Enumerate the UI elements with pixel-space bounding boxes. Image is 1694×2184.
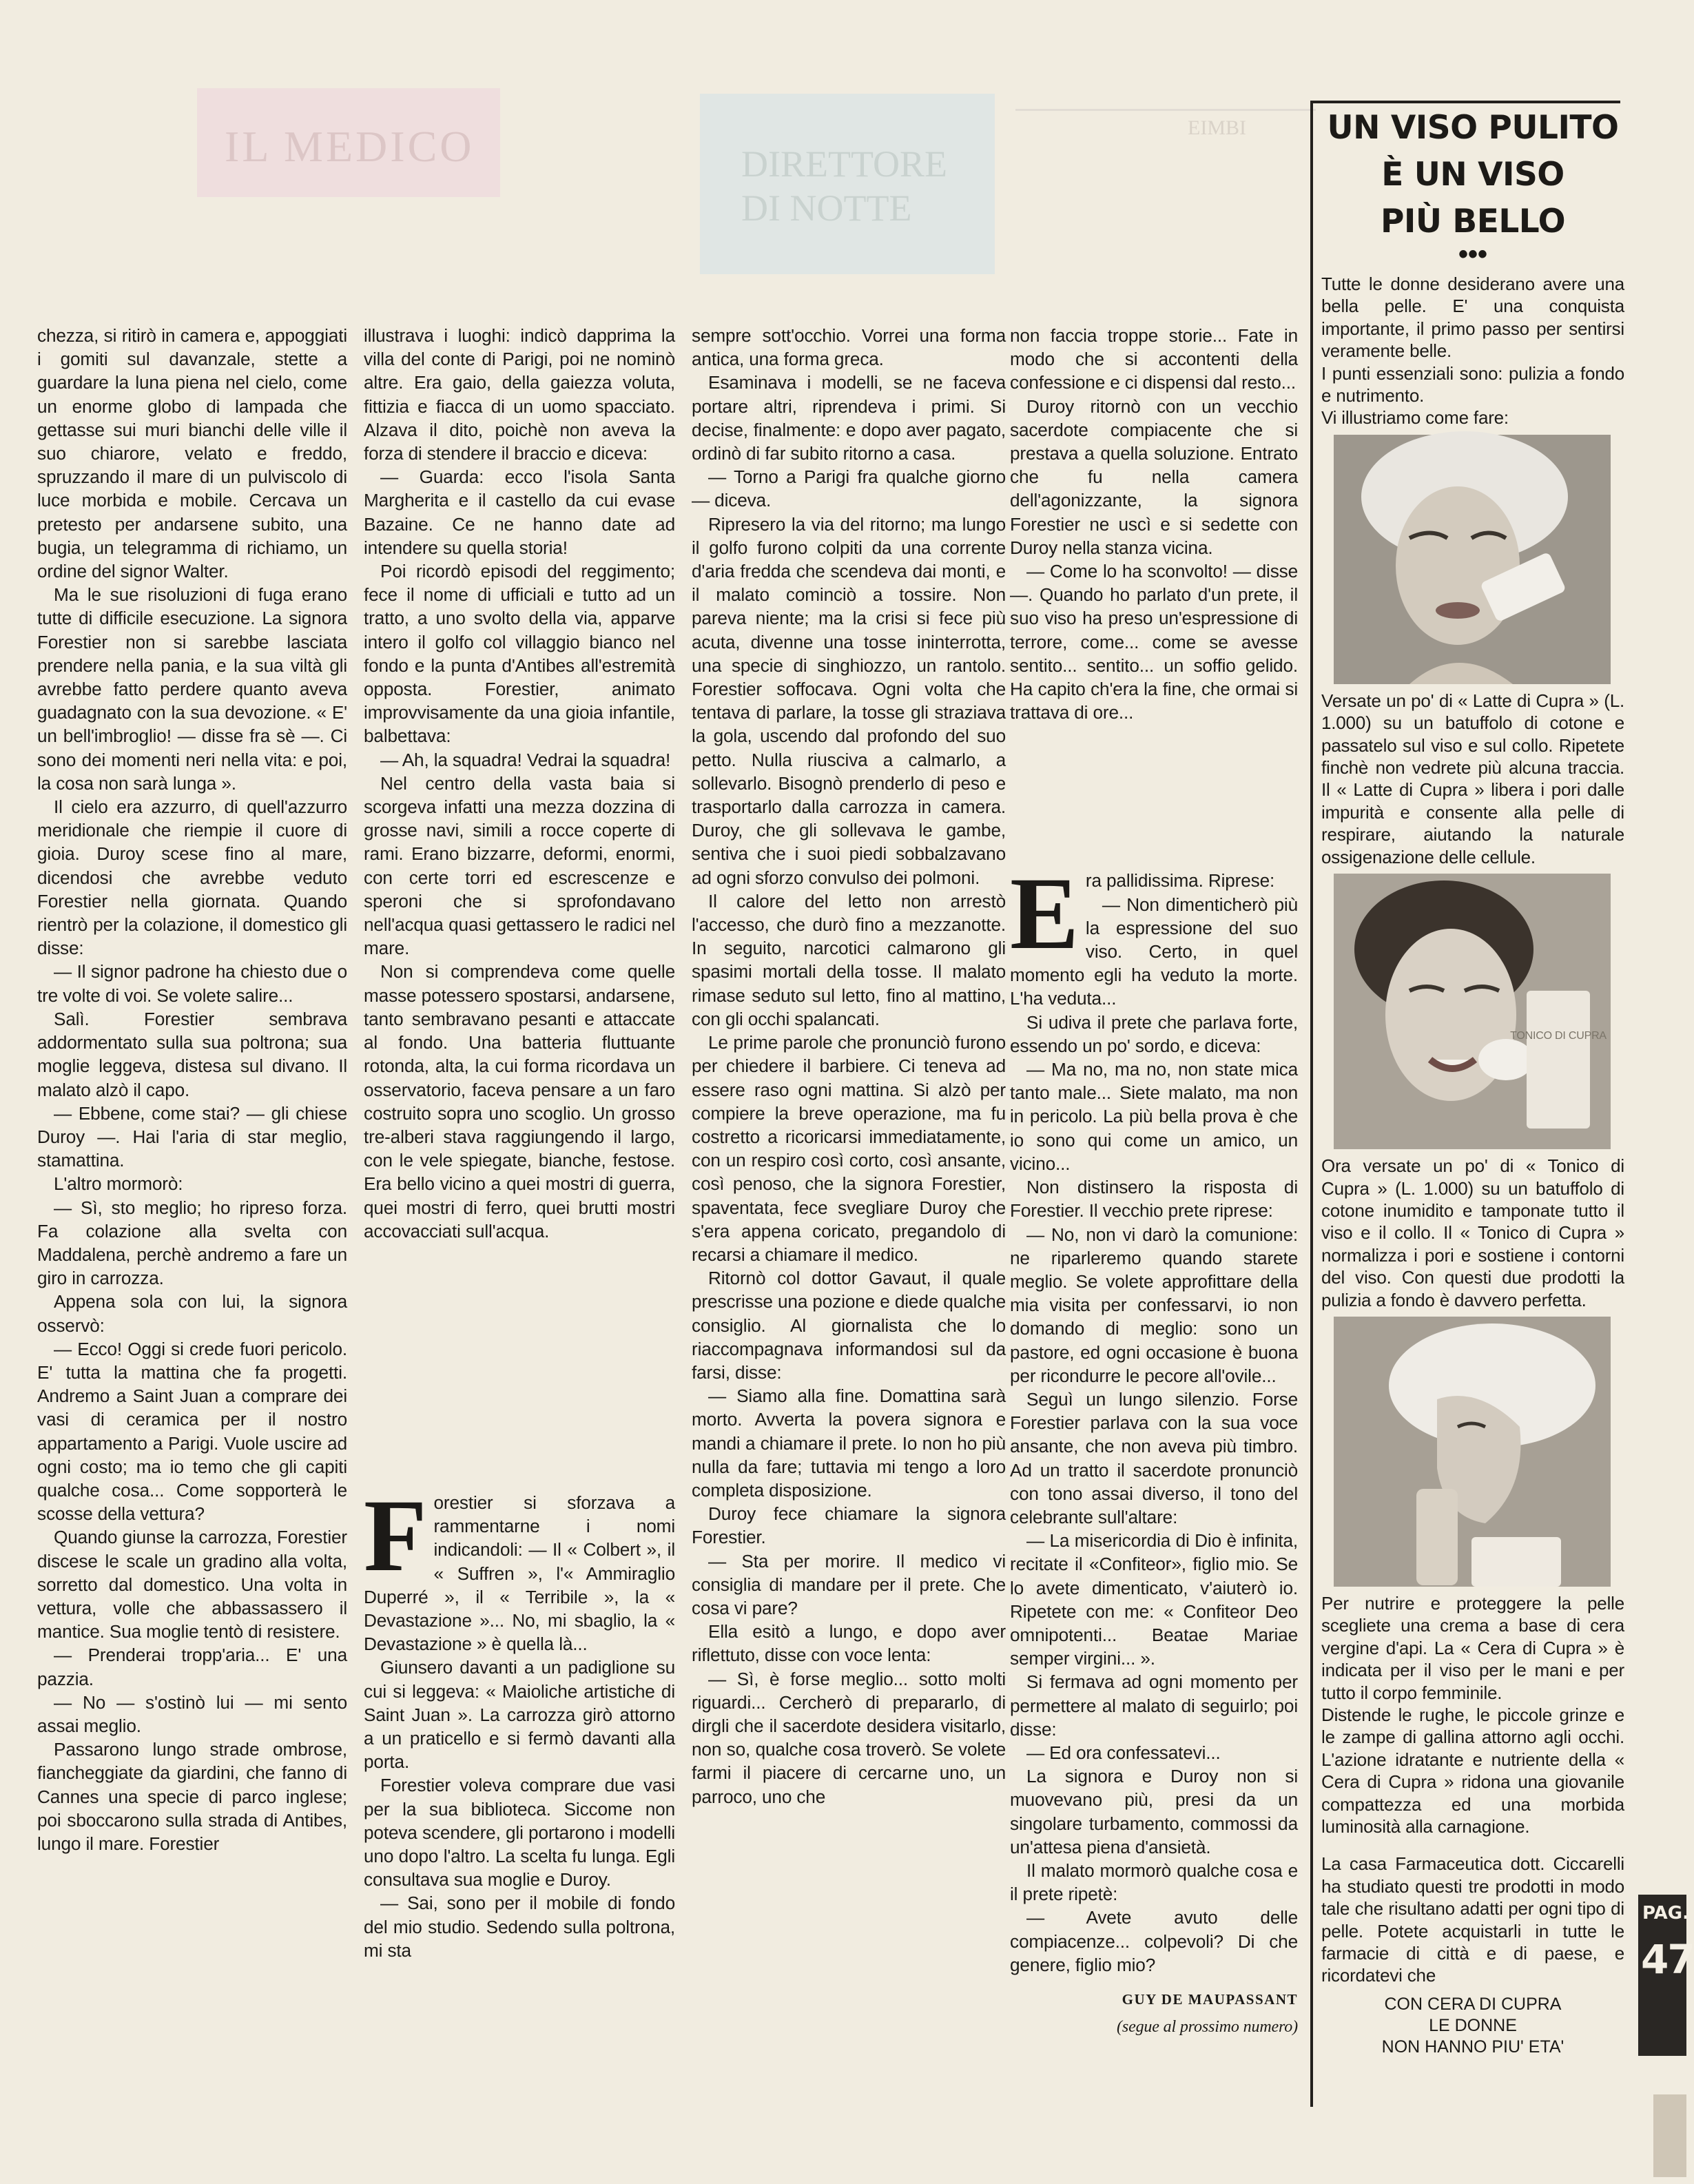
paragraph: Ella esitò a lungo, e dopo aver riflettuto, disse con voce lenta: bbox=[692, 1621, 1006, 1666]
paragraph: — Sai, sono per il mobile di fondo del mio studio. Sedendo sulla poltrona, mi sta bbox=[364, 1893, 675, 1961]
ad-left-rule bbox=[1310, 102, 1313, 2107]
author-signature: GUY DE MAUPASSANT bbox=[1122, 1991, 1298, 2008]
paragraph: — Ah, la squadra! Vedrai la squadra! bbox=[380, 749, 671, 770]
paragraph: Seguì un lungo silenzio. Forse Forestier parlava con la sua voce ansante, che non aveva più timbro. Ad un tratto il sacerdote pronunciò con tono assai diverso, il tono del celebrante sull'altare: bbox=[1010, 1388, 1298, 1527]
paragraph: Ritornò col dottor Gavaut, il quale prescrisse una pozione e diede qualche consiglio. Al giornalista che lo riaccompagnava informandosi sul da farsi, disse: bbox=[692, 1268, 1006, 1383]
paragraph-text: ra pallidissima. Riprese: bbox=[1085, 870, 1275, 892]
paragraph: Ma le sue risoluzioni di fuga erano tutte di difficile esecuzione. La signora Forestier non si sarebbe lasciata prendere nella pania, e la sua viltà gli avrebbe fatto perdere quanto aveva guadagnato con la sua devozione. « E' un bell'imbroglio! — disse fra sè —. Ci sono dei momenti neri nella vita: e poi, la cosa non sarà lunga ». bbox=[37, 584, 347, 794]
paragraph: non faccia troppe storie... Fate in modo che si accontenti della confessione e ci dispensi dal resto... bbox=[1010, 325, 1298, 393]
ad-headline-line-1: UN VISO PULITO bbox=[1327, 109, 1619, 147]
paragraph: — La misericordia di Dio è infinita, recitate il «Confiteor», figlio mio. Se lo avete dimenticato, v'aiuterò io. Ripetete con me: « Confiteor Deo omnipotenti... Beatae Mariae semper virgini... ». bbox=[1010, 1530, 1298, 1669]
paragraph: sempre sott'occhio. Vorrei una forma antica, una forma greca. bbox=[692, 325, 1006, 370]
paragraph: — Siamo alla fine. Domattina sarà morto. Avverta la povera signora e mandi a chiamare il prete. Io non ho più nulla da fare; tuttavia mi tengo a loro completa disposizione. bbox=[692, 1385, 1006, 1501]
paragraph: Si udiva il prete che parlava forte, essendo un po' sordo, e diceva: bbox=[1010, 1011, 1298, 1056]
paragraph: Quando giunse la carrozza, Forestier discese le scale un gradino alla volta, sorretto dal domestico. Una volta in vettura, volle che abbassassero il mantice. Sua moglie tentò di resistere. bbox=[37, 1527, 347, 1642]
cupra-advertisement bbox=[1321, 102, 1624, 2058]
paragraph: Il cielo era azzurro, di quell'azzurro meridionale che riempie il cuore di gioia. Duroy scese fino al mare, dicendosi che avrebbe veduto Forestier nella giornata. Quando rientrò per la colazione, il domestico gli disse: bbox=[37, 796, 347, 959]
paragraph: Duroy ritornò con un vecchio sacerdote compiacente che si prestava a quella soluzione. Entrato che fu nella camera dell'agonizzante, la signora Forestier ne uscì e si sedette con Duroy nella stanza vicina. bbox=[1010, 395, 1298, 558]
paragraph: — Torno a Parigi fra qualche giorno — diceva. bbox=[692, 466, 1006, 511]
page-edge-tab bbox=[1653, 2094, 1686, 2177]
ad-step-1: Versate un po' di « Latte di Cupra » (L. 1.000) su un batuffolo di cotone e passatelo sul viso e sul collo. Ripetete finchè non vedrete più alcuna traccia. Il « Latte di Cupra » libera i pori dalle impurità e consente alla pelle di respirare, aiutando la naturale ossigenazione delle cellule. bbox=[1321, 690, 1624, 867]
paragraph: Appena sola con lui, la signora osservò: bbox=[37, 1291, 347, 1336]
paragraph: Duroy fece chiamare la signora Forestier. bbox=[692, 1503, 1006, 1548]
ad-final-line-3: NON HANNO PIU' ETA' bbox=[1381, 2037, 1564, 2057]
paragraph: — Non dimenticherò più la espressione del suo viso. Certo, in quel momento egli ha veduto la morte. L'ha veduta... bbox=[1010, 894, 1298, 1009]
paragraph: L'altro mormorò: bbox=[54, 1173, 183, 1195]
page-label: PAG. bbox=[1642, 1903, 1690, 1924]
paragraph: — No — s'ostinò lui — mi sento assai meglio. bbox=[37, 1691, 347, 1736]
ad-step-2: Ora versate un po' di « Tonico di Cupra » (L. 1.000) su un batuffolo di cotone inumidito e tamponate tutto il viso e il collo. Il « Tonico di Cupra » normalizza i pori e sostiene i contorni del viso. Con questi due prodotti la pulizia a fondo è davvero perfetta. bbox=[1321, 1155, 1624, 1310]
paragraph: — Come lo ha sconvolto! — disse —. Quando ho parlato d'un prete, il suo viso ha preso un'espressione di terrore, come... come se avesse sentito... sentito... un soffio gelido. Ha capito ch'era la fine, che ormai si trattava di ore... bbox=[1010, 561, 1298, 723]
paragraph: Il calore del letto non arrestò l'accesso, che durò fino a mezzanotte. In seguito, narcotici calmarono gli spasimi mortali della tosse. Il malato rimase seduto sul letto, fino al mattino, con gli occhi spalancati. bbox=[692, 890, 1006, 1029]
photo-woman-toning bbox=[1334, 874, 1611, 1149]
paragraph: — No, non vi darò la comunione: ne riparleremo quando starete meglio. Se volete approfittare della mia visita per confessarvi, io non domando di meglio: sono un pastore, ed ogni occasione è buona per ricondurre le pecore all'ovile... bbox=[1010, 1224, 1298, 1386]
paragraph: La signora e Duroy non si muovevano più, presi da un singolare turbamento, commossi da un'attesa piena d'ansietà. bbox=[1010, 1766, 1298, 1857]
bottle-label: TONICO DI CUPRA bbox=[1510, 1030, 1607, 1042]
faded-header-text-middle: DIRETTORE DI NOTTE bbox=[741, 143, 947, 229]
paragraph: Forestier voleva comprare due vasi per la sua biblioteca. Siccome non poteva scendere, gli portarono i modelli uno dopo l'altro. La scelta fu lunga. Egli consultava sua moglie e Duroy. bbox=[364, 1775, 675, 1891]
paragraph: — Sì, sto meglio; ho ripreso forza. Fa colazione alla svelta con Maddalena, perchè andremo a fare un giro in carrozza. bbox=[37, 1197, 347, 1289]
ad-points: I punti essenziali sono: pulizia a fondo e nutrimento. bbox=[1321, 362, 1624, 406]
paragraph: — Sta per morire. Il medico vi consiglia di mandare per il prete. Che cosa vi pare? bbox=[692, 1550, 1006, 1618]
paragraph: — Avete avuto delle compiacenze... colpevoli? Di che genere, figlio mio? bbox=[1010, 1907, 1298, 1975]
paragraph: — Ma no, ma no, non state mica tanto male... Siete malato, ma non in pericolo. La più bella prova è che io sono qui come un amico, un vicino... bbox=[1010, 1059, 1298, 1174]
drop-cap: E bbox=[1010, 856, 1079, 971]
paragraph: — Ed ora confessatevi... bbox=[1026, 1742, 1221, 1763]
paragraph: Salì. Forestier sembrava addormentato sulla sua poltrona; sua moglie leggeva, distesa sul divano. Il malato alzò il capo. bbox=[37, 1008, 347, 1100]
paragraph: Ripresero la via del ritorno; ma lungo il golfo furono colpiti da una corrente d'aria fredda che scendeva dai monti, e il malato cominciò a tossire. Non pareva niente; ma la crisi si fece più acuta, divenne una tosse ininterrotta, una specie di singhiozzo, un rantolo. Forestier soffocava. Ogni volta che tentava di parlare, la tosse gli straziava la gola, uscendo dal profondo del suo petto. Nulla riusciva a calmarlo, a sollevarlo. Bisognò prenderlo di peso e trasportarlo dalla carrozza in camera. Duroy, che gli sollevava le gambe, sentiva che i suoi piedi sobbalzavano ad ogni sforzo convulso dei polmoni. bbox=[692, 513, 1006, 888]
story-column-4 bbox=[1010, 324, 1298, 2039]
paragraph: illustrava i luoghi: indicò dapprima la villa del conte di Parigi, poi ne nominò altre. Era gaio, della gaiezza voluta, fittizia e fiacca di un uomo spacciato. Alzava il dito, poichè non aveva la forza di stendere il braccio e diceva: bbox=[364, 325, 675, 464]
story-column-1 bbox=[37, 324, 347, 1855]
paragraph: — Prenderai tropp'aria... E' una pazzia. bbox=[37, 1645, 347, 1689]
faded-header-text-right: EIMBI bbox=[1188, 116, 1246, 139]
paragraph: Il malato mormorò qualche cosa e il prete ripetè: bbox=[1010, 1860, 1298, 1905]
continued-note: (segue al prossimo numero) bbox=[1117, 2018, 1298, 2037]
paragraph: — Sì, è forse meglio... sotto molti riguardi... Cercherò di prepararlo, di dirgli che il sacerdote desidera visitarlo, non so, qualche cosa troverò. Se volete farmi il piacere di cercarne uno, un parroco, uno che bbox=[692, 1668, 1006, 1807]
story-column-3 bbox=[692, 324, 1006, 1809]
faded-header-text-left: IL MEDICO bbox=[225, 122, 475, 171]
paragraph: Si fermava ad ogni momento per permettere al malato di seguirlo; poi disse: bbox=[1010, 1671, 1298, 1740]
paragraph: Non distinsero la risposta di Forestier. Il vecchio prete riprese: bbox=[1010, 1177, 1298, 1222]
ad-show: Vi illustriamo come fare: bbox=[1321, 407, 1509, 429]
photo-woman-cleansing bbox=[1334, 435, 1611, 684]
ad-dots: ••• bbox=[1458, 239, 1487, 269]
page-number-tab bbox=[1638, 1895, 1694, 2056]
paragraph-text: orestier si sforzava a rammentarne i nomi indicandoli: — Il « Colbert », il « Suffren », l'« Ammiraglio Duperré », il « Terribile », la « Devastazione »... No, mi sbaglio, la « Devastazione » è quella là... bbox=[364, 1492, 675, 1655]
ad-intro: Tutte le donne desiderano avere una bella pelle. E' una conquista importante, il primo passo per sentirsi veramente belle. bbox=[1321, 274, 1624, 362]
paragraph: — Il signor padrone ha chiesto due o tre volte di voi. Se volete salire... bbox=[37, 961, 347, 1006]
ad-step-3: Per nutrire e proteggere la pelle scegliete una crema a base di cera vergine d'api. La « Cera di Cupra » è indicata per il viso per le mani e per tutto il corpo femminile. bbox=[1321, 1592, 1624, 1703]
faded-header-image-left bbox=[197, 88, 500, 197]
ad-body bbox=[1321, 273, 1624, 1987]
column-gap bbox=[364, 1243, 675, 1491]
paragraph: Non si comprendeva come quelle masse potessero spostarsi, andarsene, tanto sembravano pesanti e attaccate al fondo. Una batteria fluttuante rotonda, alta, la cui forma ricordava un osservatorio, faceva pensare a un faro costruito sopra uno scoglio. Un grosso tre-alberi stava raggiungendo il largo, con le vele spiegate, bianche, festose. Era bello vicino a quei mostri di guerra, quei mostri di ferro, quei brutti mostri accovacciati sull'acqua. bbox=[364, 961, 675, 1242]
paragraph: — Ecco! Oggi si crede fuori pericolo. E' tutta la mattina che fa progetti. Andremo a Saint Juan a comprare dei vasi di ceramica per il nostro appartamento a Parigi. Vuole uscire ad ogni costo; ma io temo che gli capiti qualche cosa... Come sopporterà le scosse della vettura? bbox=[37, 1338, 347, 1525]
ad-headline-line-3: PIÙ BELLO bbox=[1380, 203, 1566, 240]
paragraph: Le prime parole che pronunciò furono per chiedere il barbiere. Ci teneva ad essere raso ogni mattina. Si alzò per compiere la breve operazione, ma fu costretto a ricoricarsi immediatamente, con un respiro così corto, così ansante, così penoso, che la signora Forestier, spaventata, fece svegliare Duroy che s'era appena coricato, pregandolo di recarsi a chiamare il medico. bbox=[692, 1032, 1006, 1265]
column-gap bbox=[1010, 724, 1298, 869]
faded-header-image-right bbox=[1015, 109, 1316, 147]
paragraph: chezza, si ritirò in camera e, appoggiati i gomiti sul davanzale, stette a guardare la luna piena nel cielo, come un enorme globo di lampada che gettasse sui muri bianchi delle ville il suo chiarore, velato e freddo, spruzzando il mare di un pulviscolo di luce morbida e mobile. Cercava un pretesto per andarsene subito, una bugia, un telegramma di richiamo, un ordine del signor Walter. bbox=[37, 325, 347, 582]
ad-step-3b: Distende le rughe, le piccole grinze e le zampe di gallina attorno agli occhi. L'azione idratante e nutriente della « Cera di Cupra » ridona una giovanile compattezza ed una morbida luminosità alla carnagione. bbox=[1321, 1704, 1624, 1837]
paragraph: — Guarda: ecco l'isola Santa Margherita e il castello da cui evase Bazaine. Ce ne hanno date ad intendere su quella storia! bbox=[364, 466, 675, 558]
drop-cap-paragraph bbox=[364, 1478, 675, 1656]
ad-final-slogan bbox=[1321, 1994, 1624, 2058]
ad-final-line-1: CON CERA DI CUPRA bbox=[1384, 1994, 1562, 2014]
paragraph: Poi ricordò episodi del reggimento; fece il nome di ufficiali e tutto ad un tratto, a uno svolto della via, apparve intero il golfo col villaggio bianco nel fondo e la punta d'Antibes all'estremità opposta. Forestier, animato improvvisamente da una gioia infantile, balbettava: bbox=[364, 561, 675, 747]
paragraph: Passarono lungo strade ombrose, fiancheggiate da giardini, che fanno di Cannes una specie di parco inglese; poi sboccarono sulla strada di Antibes, lungo il mare. Forestier bbox=[37, 1739, 347, 1854]
page-number: 47 bbox=[1641, 1936, 1694, 1983]
ad-final-line-2: LE DONNE bbox=[1429, 2015, 1517, 2035]
paragraph: — Ebbene, come stai? — gli chiese Duroy —. Hai l'aria di star meglio, stamattina. bbox=[37, 1102, 347, 1171]
story-column-2 bbox=[364, 324, 675, 1962]
photo-woman-cream bbox=[1334, 1317, 1611, 1587]
faded-header-image-middle bbox=[700, 94, 995, 274]
paragraph: Giunsero davanti a un padiglione su cui si leggeva: « Maioliche artistiche di Saint Juan ». La carrozza girò attorno a un praticello e si fermò davanti alla porta. bbox=[364, 1657, 675, 1773]
ad-headline bbox=[1321, 105, 1624, 245]
ad-headline-line-2: È UN VISO bbox=[1381, 156, 1564, 194]
paragraph: Esaminava i modelli, se ne faceva portare altri, riprendeva i primi. Si decise, finalmente: e dopo aver pagato, ordinò di far subito ritorno a casa. bbox=[692, 372, 1006, 464]
drop-cap: F bbox=[364, 1478, 427, 1593]
paragraph: Nel centro della vasta baia si scorgeva infatti una mezza dozzina di grosse navi, simili a rocce coperte di rami. Erano bizzarre, deformi, enormi, con certe torri ed escrescenze e speroni che si sprofondavano nell'acqua quasi gettassero le radici nel mare. bbox=[364, 772, 675, 959]
ad-closing: La casa Farmaceutica dott. Ciccarelli ha studiato questi tre prodotti in modo tale che risultano adatti per ogni tipo di pelle. Potete acquistarli in tutte le farmacie di città e di paese, e ricordatevi che bbox=[1321, 1853, 1624, 1986]
